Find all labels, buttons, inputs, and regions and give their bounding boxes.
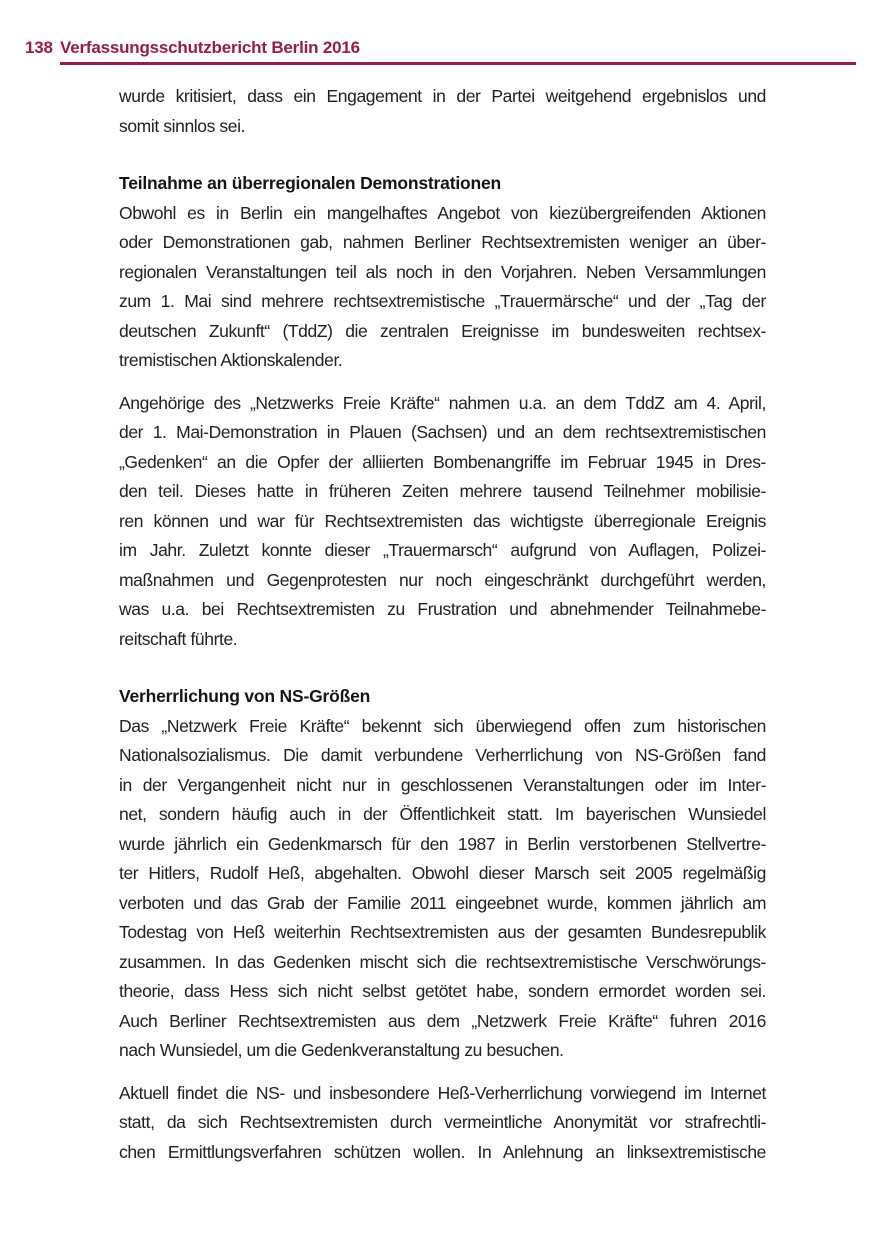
page-body [119,82,766,1167]
text-line: Nationalsozialismus. Die damit verbundene Verherrlichung von NS-Größen fand [119,745,766,765]
text-line: zusammen. In das Gedenken mischt sich die rechtsextremistische Verschwörungs- [119,951,766,972]
paragraph [119,82,766,141]
text-line: zum 1. Mai sind mehrere rechtsextremistische „Trauermärsche“ und der „Tag der [119,291,766,311]
text-line: tremistischen Aktionskalender. [119,350,343,370]
text-line: im Jahr. Zuletzt konnte dieser „Trauermarsch“ aufgrund von Auflagen, Polizei- [119,540,766,560]
text-line: net, sondern häufig auch in der Öffentlichkeit statt. Im bayerischen Wunsiedel [119,804,766,824]
text-line: Todestag von Heß weiterhin Rechtsextremisten aus der gesamten Bundesrepublik [119,922,766,942]
text-line: regionalen Veranstaltungen teil als noch in den Vorjahren. Neben Versammlungen [119,261,766,282]
document-title: Verfassungsschutzbericht Berlin 2016 [60,38,360,57]
text-line: Angehörige des „Netzwerks Freie Kräfte“ nahmen u.a. an dem TddZ am 4. April, [119,392,766,413]
text-line: somit sinnlos sei. [119,115,246,136]
text-line: oder Demonstrationen gab, nahmen Berliner Rechtsextremisten weniger an über- [119,232,766,252]
text-line: der 1. Mai-Demonstration in Plauen (Sachsen) und an dem rechtsextremistischen [119,422,766,442]
text-line: ter Hitlers, Rudolf Heß, abgehalten. Obwohl dieser Marsch seit 2005 regelmäßig [119,863,766,883]
text-line: Obwohl es in Berlin ein mangelhaftes Angebot von kiezübergreifenden Aktionen [119,202,766,223]
paragraph [119,389,766,655]
text-line: den teil. Dieses hatte in früheren Zeiten mehrere tausend Teilnehmer mobilisie- [119,481,766,501]
text-line: chen Ermittlungsverfahren schützen wollen. In Anlehnung an linksextremistische [119,1141,766,1162]
text-line: wurde jährlich ein Gedenkmarsch für den 1987 in Berlin verstorbenen Stellvertre- [119,833,766,854]
header-rule [60,62,856,65]
page-number: 138 [25,38,53,57]
text-line: reitschaft führte. [119,628,238,649]
text-line: verboten und das Grab der Familie 2011 eingeebnet wurde, kommen jährlich am [119,892,766,913]
text-line: in der Vergangenheit nicht nur in geschlossenen Veranstaltungen oder im Inter- [119,774,766,795]
text-line: „Gedenken“ an die Opfer der alliierten Bombenangriffe im Februar 1945 in Dres- [119,451,766,472]
text-line: statt, da sich Rechtsextremisten durch vermeintliche Anonymität vor strafrechtli- [119,1112,766,1132]
text-line: Das „Netzwerk Freie Kräfte“ bekennt sich überwiegend offen zum historischen [119,715,766,736]
text-line: maßnahmen und Gegenprotesten nur noch eingeschränkt durchgeführt werden, [119,569,766,590]
page-header [0,0,875,65]
text-line: wurde kritisiert, dass ein Engagement in der Partei weitgehend ergebnislos und [119,86,766,106]
text-line: Auch Berliner Rechtsextremisten aus dem „Netzwerk Freie Kräfte“ fuhren 2016 [119,1010,766,1031]
text-line: ren können und war für Rechtsextremisten das wichtigste überregionale Ereignis [119,510,766,531]
section-heading: Verherrlichung von NS-Größen [119,686,371,706]
running-head [0,38,875,58]
text-line: theorie, dass Hess sich nicht selbst getötet habe, sondern ermordet worden sei. [119,981,766,1001]
section-heading: Teilnahme an überregionalen Demonstrationen [119,173,501,193]
text-line: was u.a. bei Rechtsextremisten zu Frustration und abnehmender Teilnahmebe- [119,599,766,619]
paragraph [119,199,766,376]
text-line: nach Wunsiedel, um die Gedenkveranstaltung zu besuchen. [119,1040,564,1060]
text-line: Aktuell findet die NS- und insbesondere Heß-Verherrlichung vorwiegend im Internet [119,1082,766,1103]
paragraph [119,712,766,1066]
text-line: deutschen Zukunft“ (TddZ) die zentralen Ereignisse im bundesweiten rechtsex- [119,320,766,341]
paragraph [119,1079,766,1168]
